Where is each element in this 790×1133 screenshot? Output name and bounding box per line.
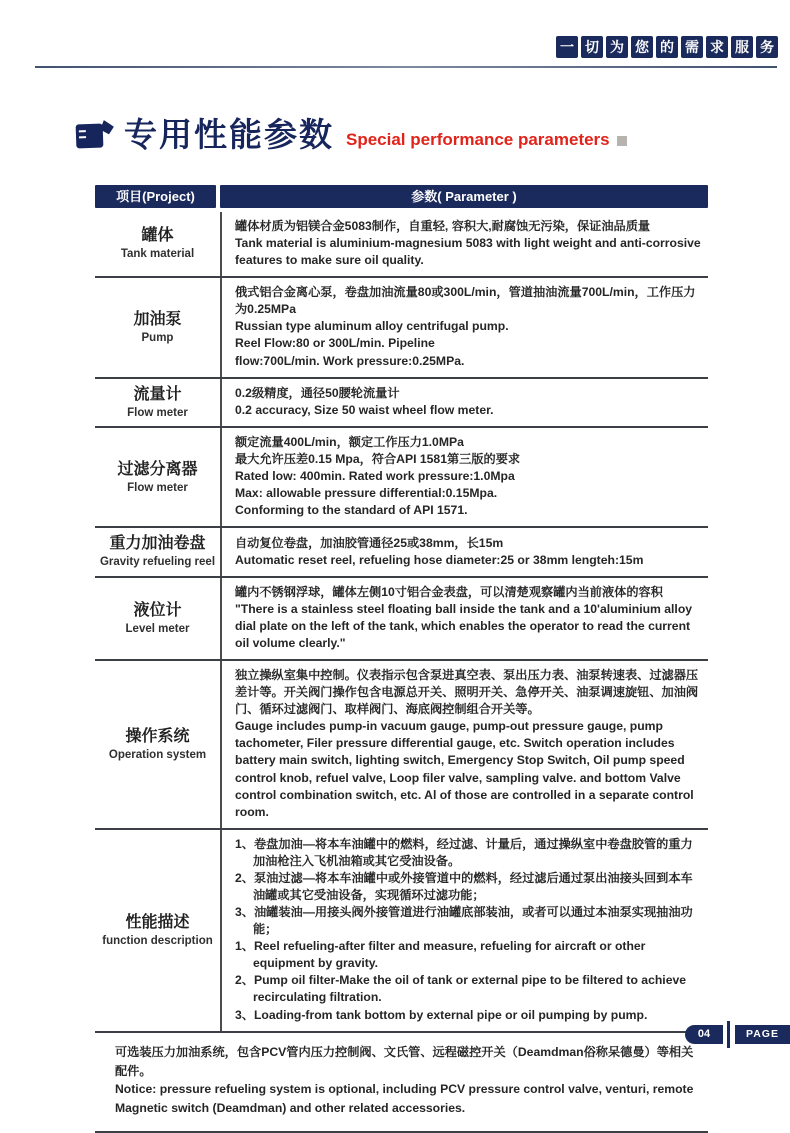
- table-row: [95, 578, 708, 661]
- parameter-lines: [235, 218, 702, 269]
- table-row: [95, 278, 708, 378]
- header-divider-line: [35, 66, 777, 68]
- content-line: 俄式铝合金离心泵，卷盘加油流量80或300L/min，管道抽油流量700L/min，工作压力为0.25MPa: [235, 285, 696, 317]
- content-line: Reel Flow:80 or 300L/min. Pipeline: [235, 336, 435, 351]
- table-header: [95, 185, 708, 208]
- header-cell-parameter: 参数( Parameter ): [220, 185, 708, 208]
- slogan-character: 切: [581, 36, 603, 58]
- parameter-content-cell: [222, 661, 708, 828]
- content-line: flow:700L/min. Work pressure:0.25MPa.: [235, 353, 465, 368]
- parameter-lines: [235, 836, 702, 1024]
- project-label-en: Gravity refueling reel: [99, 556, 216, 569]
- slogan-banner: [556, 36, 778, 58]
- project-label-cell: [95, 528, 222, 575]
- footer-divider-line: [727, 1021, 730, 1048]
- parameter-content-cell: [222, 212, 708, 276]
- content-line: Rated low: 400min. Rated work pressure:1.0Mpa: [235, 469, 515, 484]
- parameter-lines: [235, 434, 702, 519]
- content-line: 2、Pump oil filter-Make the oil of tank or external pipe to be filtered to achieve recirculating filtration.: [235, 973, 687, 1005]
- content-line: Conforming to the standard of API 1571.: [235, 503, 468, 518]
- slogan-character: 需: [681, 36, 703, 58]
- slogan-character: 求: [706, 36, 728, 58]
- project-label-cell: [95, 661, 222, 828]
- page-footer: [685, 1021, 790, 1048]
- parameter-lines: [235, 284, 702, 369]
- content-line: 0.2级精度，通径50腰轮流量计: [235, 385, 400, 400]
- content-line: Russian type aluminum alloy centrifugal pump.: [235, 319, 509, 334]
- table-body: [95, 212, 708, 1033]
- project-label-zh: 罐体: [141, 227, 174, 245]
- slogan-character: 的: [656, 36, 678, 58]
- project-label-en: Operation system: [108, 748, 207, 761]
- project-label-cell: [95, 278, 222, 376]
- section-title: [76, 118, 627, 151]
- page-title-en: Special performance parameters: [346, 129, 610, 149]
- content-line: 最大允许压差0.15 Mpa，符合API 1581第三版的要求: [235, 452, 521, 467]
- slogan-character: 务: [756, 36, 778, 58]
- project-label-zh: 操作系统: [125, 727, 190, 745]
- project-label-en: Flow meter: [127, 406, 188, 419]
- project-label-zh: 液位计: [133, 601, 182, 619]
- slogan-character: 您: [631, 36, 653, 58]
- project-label-cell: [95, 830, 222, 1031]
- content-line: 罐体材质为铝镁合金5083制作，自重轻, 容积大,耐腐蚀无污染，保证油品质量: [235, 219, 651, 233]
- project-label-en: Level meter: [125, 622, 190, 635]
- project-label-zh: 流量计: [133, 385, 182, 403]
- content-line: 自动复位卷盘，加油胶管通径25或38mm，长15m: [235, 535, 504, 550]
- parameter-content-cell: [222, 278, 708, 376]
- content-line: 罐内不锈钢浮球，罐体左侧10寸铝合金表盘，可以清楚观察罐内当前液体的容积: [235, 584, 663, 599]
- content-line: 可选装压力加油系统，包含PCV管内压力控制阀、文氏管、远程磁控开关（Deamdman俗称呆德曼）等相关配件。: [115, 1044, 694, 1078]
- project-label-cell: [95, 212, 222, 276]
- slogan-character: 一: [556, 36, 578, 58]
- flag-block-shape: [76, 123, 104, 148]
- parameter-content-cell: [222, 379, 708, 426]
- flag-bullet-icon: [76, 120, 112, 150]
- header-cell-project: 项目(Project): [95, 185, 216, 208]
- project-label-cell: [95, 428, 222, 526]
- content-line: 独立操纵室集中控制。仪表指示包含泵进真空表、泵出压力表、油泵转速表、过滤器压差计等。开关阀门操作包含电源总开关、照明开关、急停开关、油泵调速旋钮、加油阀门、循环过滤阀门、取样阀门、海底阀控制组合开关等。: [235, 668, 699, 717]
- project-label-zh: 性能描述: [125, 913, 190, 931]
- content-line: 0.2 accuracy, Size 50 waist wheel flow meter.: [235, 402, 494, 417]
- content-line: 3、Loading-from tank bottom by external pipe or oil pumping by pump.: [235, 1007, 648, 1022]
- page-label-badge: PAGE: [735, 1025, 790, 1044]
- parameter-content-cell: [222, 578, 708, 659]
- content-line: 2、泵油过滤—将本车油罐中或外接管道中的燃料，经过滤后通过泵出油接头回到本车油罐或其它受油设备，实现循环过滤功能；: [235, 870, 693, 903]
- project-label-en: Pump: [141, 331, 174, 344]
- project-label-cell: [95, 379, 222, 426]
- project-label-cell: [95, 578, 222, 659]
- project-label-en: function description: [102, 934, 213, 947]
- parameter-lines: [235, 667, 702, 821]
- project-label-en: Tank material: [120, 248, 195, 261]
- table-row: [95, 379, 708, 428]
- page-number-badge: 04: [685, 1025, 723, 1044]
- project-label-zh: 过滤分离器: [117, 460, 198, 478]
- project-label-zh: 重力加油卷盘: [109, 535, 206, 553]
- content-line: Tank material is aluminium-magnesium 5083 with light weight and anti-corrosive features to make sure oil quality.: [235, 236, 701, 268]
- parameter-content-cell: [222, 428, 708, 526]
- content-line: "There is a stainless steel floating ball inside the tank and a 10'aluminium alloy dial plate on the left of the tank, which enables the operator to read the current oil volume clearly.": [235, 601, 693, 650]
- slogan-character: 服: [731, 36, 753, 58]
- table-row: [95, 212, 708, 278]
- table-row: [95, 830, 708, 1033]
- parameters-table: [95, 185, 708, 1133]
- notice-row: [95, 1033, 708, 1133]
- slogan-character: 为: [606, 36, 628, 58]
- project-label-zh: 加油泵: [133, 310, 182, 328]
- parameter-content-cell: [222, 528, 708, 575]
- title-square-icon: [617, 136, 627, 146]
- content-line: 1、卷盘加油—将本车油罐中的燃料，经过滤、计量后，通过操纵室中卷盘胶管的重力加油枪注入飞机油箱或其它受油设备。: [235, 836, 693, 868]
- content-line: Gauge includes pump-in vacuum gauge, pump-out pressure gauge, pump tachometer, Filer pressure differential gauge, etc. Switch operation includes battery main switch, lighting switch, Emergency Stop Switch, Oil pump speed control knob, refuel valve, Loop filer valve, sampling valve. and bottom Valve control combination switch, etc. Al of those are controlled in a separate control room.: [235, 719, 694, 819]
- page-title-zh: 专用性能参数: [124, 116, 334, 153]
- parameter-lines: [235, 385, 702, 419]
- project-label-en: Flow meter: [127, 481, 188, 494]
- notice-lines: [115, 1043, 698, 1119]
- parameter-lines: [235, 535, 702, 569]
- content-line: 3、油罐装油—用接头阀外接管道进行油罐底部装油，或者可以通过本油泵实现抽油功能；: [235, 905, 693, 937]
- parameter-lines: [235, 584, 702, 652]
- table-row: [95, 528, 708, 577]
- content-line: Max: allowable pressure differential:0.15Mpa.: [235, 486, 498, 501]
- parameter-content-cell: [222, 830, 708, 1031]
- content-line: 1、Reel refueling-after filter and measure, refueling for aircraft or other equipment by gravity.: [235, 939, 646, 971]
- table-row: [95, 428, 708, 528]
- table-row: [95, 661, 708, 830]
- content-line: Automatic reset reel, refueling hose diameter:25 or 38mm lengteh:15m: [235, 552, 644, 567]
- content-line: 额定流量400L/min，额定工作压力1.0MPa: [235, 435, 464, 449]
- content-line: Notice: pressure refueling system is optional, including PCV pressure control valve, venturi, remote Magnetic switch (Deamdman) and other related accessories.: [115, 1082, 694, 1116]
